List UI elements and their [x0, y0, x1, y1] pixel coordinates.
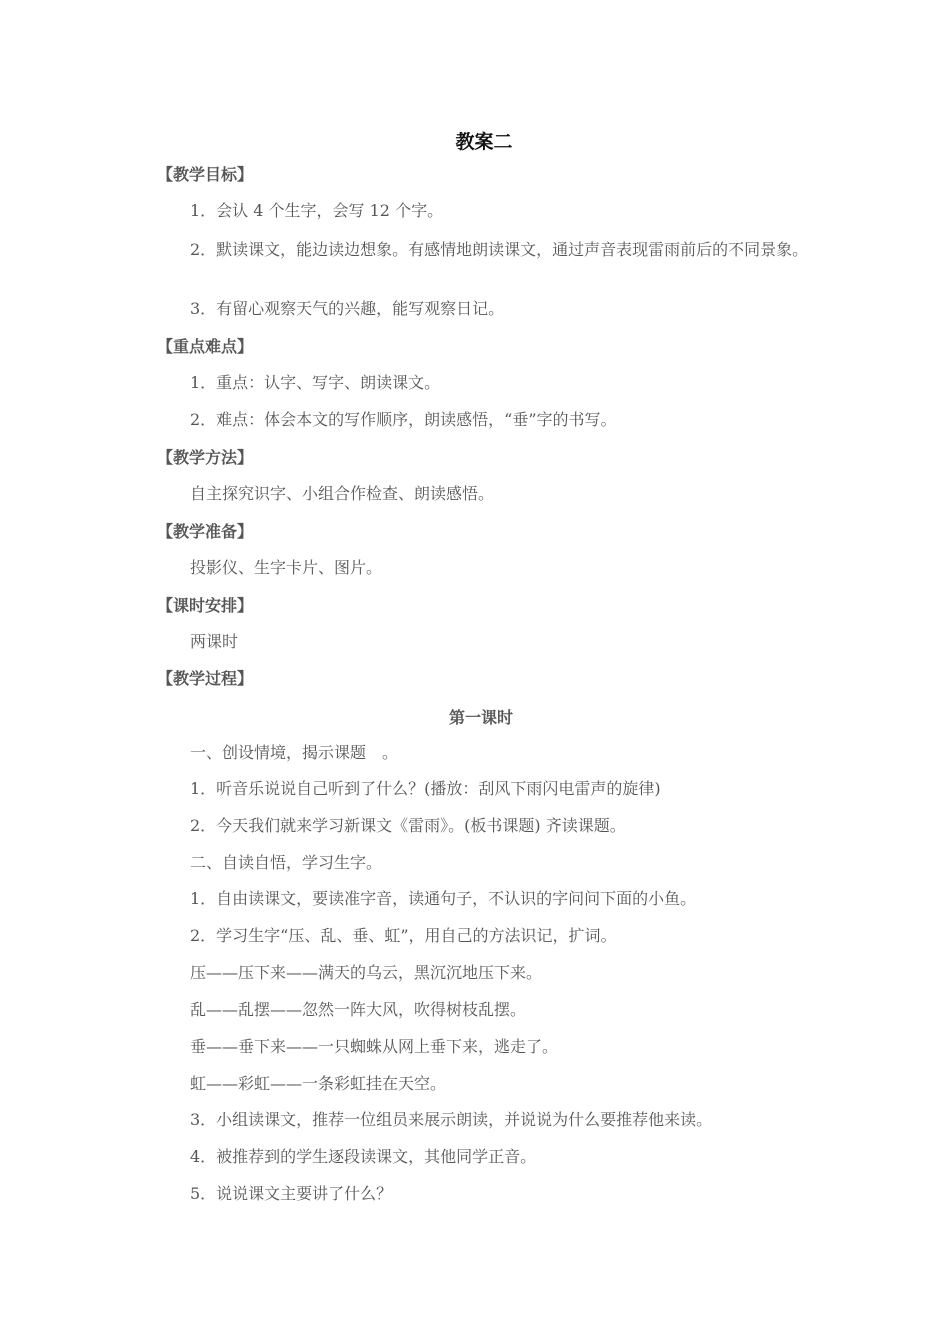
process-line: 乱——乱摆——忽然一阵大风，吹得树枝乱摆。	[190, 1000, 527, 1019]
schedule-text: 两课时	[190, 632, 239, 651]
goal-item: 1．会认 4 个生字，会写 12 个字。	[190, 201, 444, 220]
process-line: 2．学习生字“压、乱、垂、虹”，用自己的方法识记，扩词。	[190, 926, 617, 945]
process-line: 一、创设情境，揭示课题 。	[190, 743, 399, 762]
process-line: 1．听音乐说说自己听到了什么？(播放：刮风下雨闪电雷声的旋律)	[190, 779, 661, 798]
process-line: 5．说说课文主要讲了什么？	[190, 1184, 393, 1203]
process-line: 虹——彩虹——一条彩虹挂在天空。	[190, 1074, 447, 1093]
section-heading-preparation: 【教学准备】	[157, 522, 254, 541]
key-point-item: 1．重点：认字、写字、朗读课文。	[190, 373, 441, 392]
methods-text: 自主探究识字、小组合作检查、朗读感悟。	[190, 484, 495, 503]
process-line: 压——压下来——满天的乌云，黑沉沉地压下来。	[190, 963, 543, 982]
section-heading-key-points: 【重点难点】	[157, 337, 254, 356]
process-line: 1．自由读课文，要读准字音，读通句子，不认识的字问问下面的小鱼。	[190, 889, 697, 908]
process-line: 4．被推荐到的学生逐段读课文，其他同学正音。	[190, 1147, 537, 1166]
process-line: 二、自读自悟，学习生字。	[190, 853, 383, 872]
section-heading-goals: 【教学目标】	[157, 165, 254, 184]
section-heading-methods: 【教学方法】	[157, 448, 254, 467]
goal-item: 2．默读课文，能边读边想象。有感情地朗读课文，通过声音表现雷雨前后的不同景象。	[190, 240, 809, 259]
process-line: 垂——垂下来——一只蜘蛛从网上垂下来，逃走了。	[190, 1037, 559, 1056]
key-point-item: 2．难点：体会本文的写作顺序，朗读感悟，“垂”字的书写。	[190, 410, 617, 429]
document-title: 教案二	[455, 131, 513, 153]
section-heading-schedule: 【课时安排】	[157, 596, 254, 615]
lesson-subheading: 第一课时	[448, 708, 513, 727]
section-heading-process: 【教学过程】	[157, 669, 254, 688]
preparation-text: 投影仪、生字卡片、图片。	[190, 558, 383, 577]
process-line: 3．小组读课文，推荐一位组员来展示朗读，并说说为什么要推荐他来读。	[190, 1110, 713, 1129]
goal-item: 3．有留心观察天气的兴趣，能写观察日记。	[190, 299, 505, 318]
process-line: 2．今天我们就来学习新课文《雷雨》。(板书课题) 齐读课题。	[190, 816, 626, 835]
